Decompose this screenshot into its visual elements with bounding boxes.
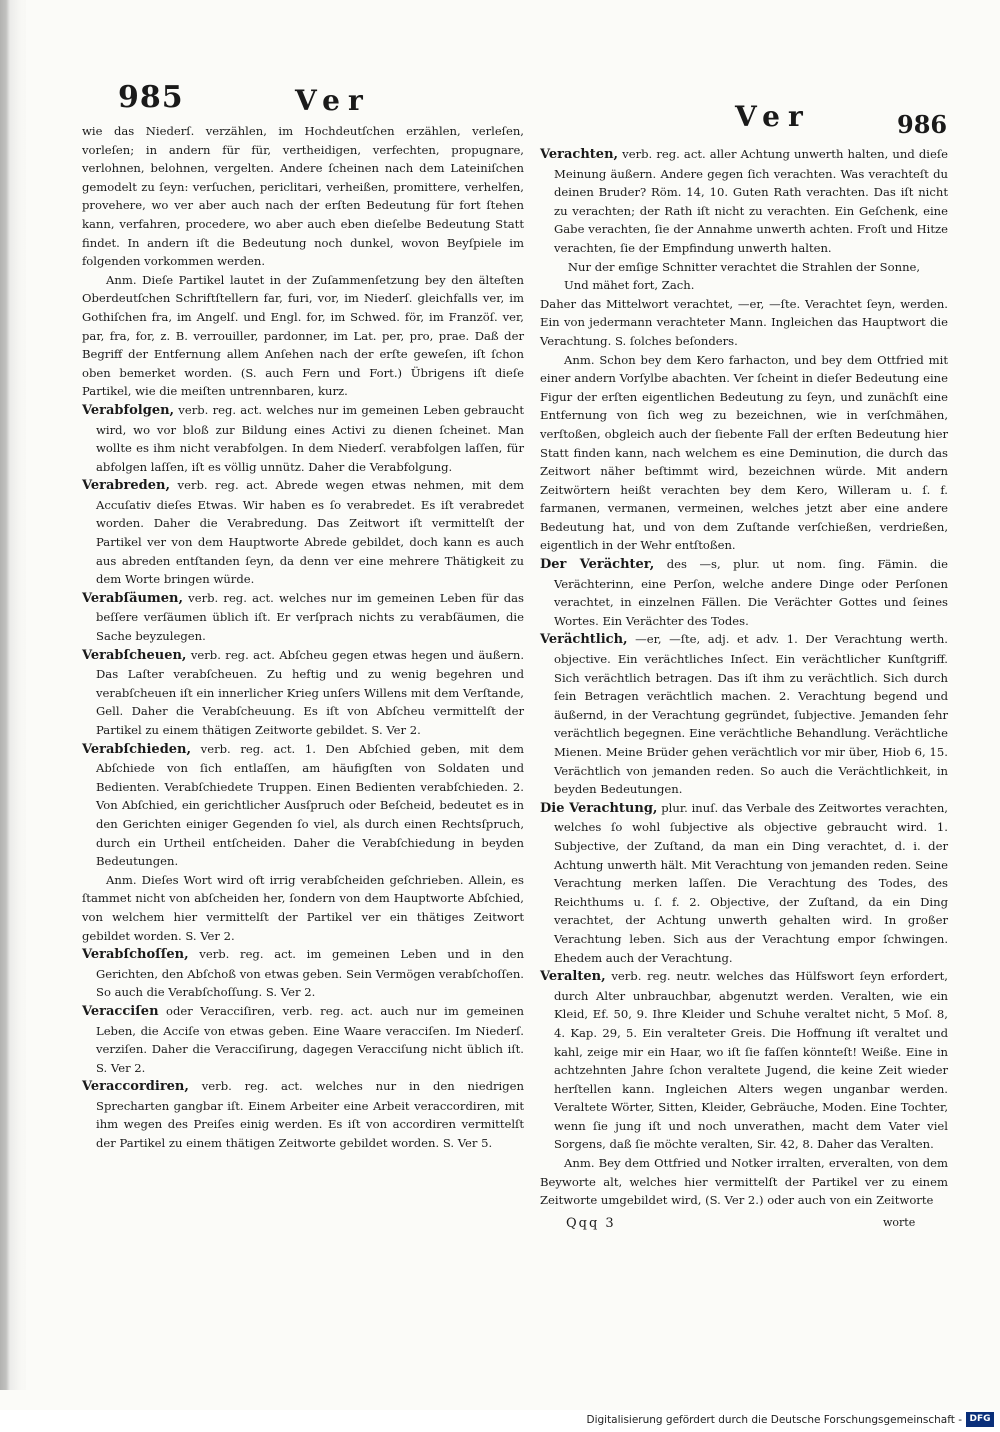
right-column bbox=[540, 145, 948, 1210]
entry-headword: Verächtlich, bbox=[540, 632, 628, 648]
dictionary-entry bbox=[540, 555, 948, 630]
left-column bbox=[82, 122, 524, 1153]
entry-paragraph bbox=[540, 351, 948, 556]
entry-headword: Verabſchieden, bbox=[82, 741, 192, 757]
entry-headword: Verabſcheuen, bbox=[82, 647, 187, 663]
entry-text: verb. reg. act. Abſcheu gegen etwas hegen und äußern. Das Laſter verabſcheuen. Zu heftig und zu wenig begehren und verabſcheuen iſt ein innerlicher Krieg unſers Willens mit dem Verſtande, Gell. Daher die Verabſcheuung. Es iſt von Abſcheu vermittelſt der Partikel zu einem thätigen Zeitworte gebildet. S. Ver 2. bbox=[96, 647, 524, 737]
entry-headword: Veralten, bbox=[540, 969, 606, 985]
entry-headword: Verabfolgen, bbox=[82, 402, 175, 418]
dictionary-entry bbox=[82, 1002, 524, 1077]
entry-text: verb. reg. act. welches nur im gemeinen Leben für das beſſere verſäumen üblich iſt. Er verſprach nichts zu verabſäumen, die Sache beyzulegen. bbox=[96, 590, 524, 644]
entry-text: plur. inuſ. das Verbale des Zeitwortes verachten, welches ſo wohl ſubjective als objective gebraucht wird. 1. Subjective, der Zuſtand, da man ein Ding verachtet, d. i. der Achtung unwerth hält. Mit Verachtung von jemanden reden. Seine Verachtung merken laſſen. Die Verachtung des Todes, des Reichthums u. ſ. f. 2. Objective, der Zuſtand, da ein Ding verachtet, der Achtung unwerth gehalten wird. In großer Verachtung leben. Sich aus der Verachtung empor ſchwingen. Ehedem auch der Verachtung. bbox=[554, 800, 948, 965]
dictionary-entry bbox=[540, 145, 948, 258]
entry-paragraph bbox=[540, 258, 948, 277]
entry-text: verb. reg. act. welches nur im gemeinen Leben gebraucht wird, wo vor bloß zur Bildung eines Activi zu dienen ſcheinet. Man wollte es ihm nicht verabfolgen. In dem Niederſ. verabfolgen laſſen, für abfolgen laſſen, iſt es völlig unnütz. Daher die Verabfolgung. bbox=[96, 402, 524, 474]
dictionary-entry bbox=[82, 646, 524, 740]
entry-text: Und mähet fort, Zach. bbox=[564, 278, 695, 293]
right-page-number: 986 bbox=[897, 110, 948, 139]
dictionary-entry bbox=[82, 589, 524, 646]
dictionary-entry bbox=[540, 630, 948, 798]
digitization-credit: Digitalisierung gefördert durch die Deutsche Forschungsgemeinschaft - bbox=[586, 1414, 962, 1426]
entry-text: verb. reg. act. Abrede wegen etwas nehmen, mit dem Accuſativ dieſes Etwas. Wir haben es ſo verabredet. Es iſt verabredet worden. Daher die Verabredung. Das Zeitwort iſt vermittelſt der Partikel ver von dem Hauptworte Abrede gebildet, doch kann es auch aus abreden entſtanden ſeyn, da denn ver eine mehrere Thätigkeit zu dem Worte bringen würde. bbox=[96, 478, 524, 587]
left-running-head: Ver bbox=[295, 84, 371, 117]
entry-paragraph bbox=[82, 271, 524, 401]
entry-paragraph bbox=[540, 276, 948, 295]
dictionary-entry bbox=[82, 945, 524, 1002]
entry-text: Anm. Bey dem Ottfried und Notker irralten, erveralten, von dem Beyworte alt, welches hier vermittelſt der Partikel ver zu einem Zeitworte umgebildet wird, (S. Ver 2.) oder auch von ein Zeitworte bbox=[540, 1156, 948, 1208]
book-spine-shadow bbox=[0, 0, 26, 1390]
right-running-head: Ver bbox=[735, 100, 811, 133]
dictionary-entry bbox=[82, 476, 524, 589]
entry-text: verb. reg. neutr. welches das Hülfswort ſeyn erfordert, durch Alter unbrauchbar, abgenutzt werden. Veralten, wie ein Kleid, Ef. 50, 9. Ihre Kleider und Schuhe veraltet nicht, 5 Moſ. 8, 4. Kap. 29, 5. Ein veralteter Greis. Die Hoffnung iſt veraltet und kahl, zeige mir ein Haar, wo iſt ſie faſſen könnteſt! Weiße. Eine in achtzehnten Jahre ſchon veraltete Jugend, die keine Zeit wieder herſtellen kann. Ingleichen Alters wegen unganbar werden. Veraltete Wörter, Sitten, Kleider, Gebräuche, Moden. Eine Tochter, wenn ſie jung iſt und noch unverathen, macht dem Vater viel Sorgens, daß ſie möchte veralten, Sir. 42, 8. Daher das Veralten. bbox=[554, 969, 948, 1152]
entry-text: Anm. Dieſes Wort wird oft irrig verabſcheiden geſchrieben. Allein, es ſtammet nicht von abſcheiden her, ſondern von dem Hauptworte Abſchied, von welchem hier vermittelſt der Partikel ver ein thätiges Zeitwort gebildet worden. S. Ver 2. bbox=[82, 872, 524, 943]
entry-text: des —s, plur. ut nom. ſing. Fämin. die Verächterinn, eine Perſon, welche andere Dinge oder Perſonen verachtet, in einzelnen Fällen. Die Verächter Gottes und ſeines Wortes. Ein Verächter des Todes. bbox=[554, 557, 948, 628]
dictionary-entry bbox=[540, 967, 948, 1154]
dictionary-entry bbox=[540, 799, 948, 967]
entry-text: Anm. Schon bey dem Kero farhacton, und bey dem Ottfried mit einer andern Vorſylbe abachten. Ver ſcheint in dieſer Bedeutung eine Figur der erſten eigentlichen Bedeutung zu ſeyn, und zunächſt eine Entfernung von ſich weg zu bezeichnen, wie in verſchmähen, verſtoßen, obgleich auch der ſiebente Fall der erſten Bedeutung hier Statt finden kann, nach welchem es eine Deminution, die durch das Zeitwort näher beſtimmt wird, bezeichnen würde. Mit andern Zeitwörtern heißt verachten bey dem Kero, Willeram u. ſ. f. farmanen, vermanen, vermeinen, welches jetzt aber eine andere Bedeutung hat, und von dem Zuſtande verſchießen, verdrießen, eigentlich in der Wehr entſtoßen. bbox=[540, 352, 948, 553]
entry-text: oder Veracciſiren, verb. reg. act. auch nur im gemeinen Leben, die Acciſe von etwas geben. Eine Waare veracciſen. Im Niederſ. verziſen. Daher die Veracciſirung, dagegen Veracciſung nicht üblich iſt. S. Ver 2. bbox=[96, 1003, 524, 1075]
entry-text: verb. reg. act. aller Achtung unwerth halten, und dieſe Meinung äußern. Andere gegen ſich verachten. Was verachteſt du deinen Bruder? Röm. 14, 10. Guten Rath verachten. Das iſt nicht zu verachten; der Rath iſt nicht zu verachten. Ein Geſchenk, eine Gabe verachten, ſie der Annahme unwerth achten. Froſt und Hitze verachten, ſie der Empfindung unwerth halten. bbox=[554, 147, 948, 255]
entry-text: Anm. Dieſe Partikel lautet in der Zuſammenſetzung bey den älteſten Oberdeutſchen Schriftſtellern far, furi, vor, im Niederſ. gleichfalls ver, im Gothiſchen fra, im Angelſ. und Engl. for, im Schwed. för, im Franzöſ. ver, par, fra, for, z. B. verrouiller, pardonner, im Lat. per, pro, prae. Daß der Begriff der Entfernung allem Anſehen nach der erſte geweſen, iſt ſchon oben bemerket worden. (S. auch Fern und Fort.) Übrigens iſt dieſe Partikel, wie die meiſten untrennbaren, kurz. bbox=[82, 272, 524, 399]
entry-headword: Veracciſen bbox=[82, 1003, 159, 1019]
entry-text: —er, —ſte, adj. et adv. 1. Der Verachtung werth. objective. Ein verächtliches Inſect. Ein verächtlicher Kunſtgriff. Sich verächtlich betragen. Das iſt ihm zu verächtlich. Sich durch ſein Betragen verächtlich machen. 2. Verachtung begend und äußernd, in der Verachtung gegründet, ſubjective. Jemanden ſehr verächtlich begegnen. Eine verächtliche Behandlung. Verächtliche Mienen. Meine Brüder gehen verächtlich vor mir über, Hiob 6, 15. Verächtlich von jemanden reden. So auch die Verächtlichkeit, in beyden Bedeutungen. bbox=[554, 632, 948, 797]
entry-paragraph bbox=[82, 871, 524, 945]
dictionary-entry bbox=[82, 740, 524, 871]
entry-headword: Verachten, bbox=[540, 147, 619, 162]
entry-text: verb. reg. act. 1. Den Abſchied geben, mit dem Abſchiede von ſich entlaſſen, am häufigſten von Soldaten und Bedienten. Verabſchiedete Truppen. Einen Bedienten verabſchieden. 2. Von Abſchied, ein gerichtlicher Ausſpruch oder Beſcheid, bedeutet es in den Gerichten einiger Gegenden ſo viel, als durch einen Rechtsſpruch, durch ein Urtheil entſcheiden. Daher die Verabſchiedung in beyden Bedeutungen. bbox=[96, 741, 524, 869]
entry-headword: Verabreden, bbox=[82, 478, 170, 494]
entry-headword: Die Verachtung, bbox=[540, 800, 658, 816]
entry-text: Nur der emſige Schnitter verachtet die Strahlen der Sonne, bbox=[567, 259, 921, 274]
entry-text: wie das Niederſ. verzählen, im Hochdeutſchen erzählen, verleſen, vorleſen; in andern für für, vertheidigen, verfechten, propugnare, verlohnen, belohnen, vergelten. Andere ſcheinen nach dem Lateiniſchen gemodelt zu ſeyn: verſuchen, periclitari, verheißen, promittere, verhelfen, provehere, wo ver aber auch nach der erſten Bedeutung für fort ſtehen kann, verfahren, procedere, wo aber auch eben dieſelbe Bedeutung Statt findet. In andern iſt die Bedeutung noch dunkel, wovon Beyſpiele im folgenden vorkommen werden. bbox=[82, 124, 524, 269]
entry-headword: Veraccordiren, bbox=[82, 1079, 189, 1095]
catchword: worte bbox=[883, 1216, 916, 1229]
dfg-logo-text: DFG bbox=[969, 1414, 991, 1424]
left-page-number: 985 bbox=[118, 80, 184, 115]
entry-paragraph bbox=[540, 1154, 948, 1210]
entry-text: Daher das Mittelwort verachtet, —er, —ſte. Verachtet ſeyn, werden. Ein von jedermann verachteter Mann. Ingleichen das Hauptwort die Verachtung. S. ſolches beſonders. bbox=[540, 296, 948, 348]
entry-paragraph bbox=[82, 122, 524, 271]
entry-text: verb. reg. act. im gemeinen Leben und in den Gerichten, den Abſchoß von etwas geben. Sein Vermögen verabſchoſſen. So auch die Verabſchoſſung. S. Ver 2. bbox=[96, 947, 524, 1000]
entry-headword: Verabſäumen, bbox=[82, 590, 183, 606]
dfg-logo-icon bbox=[966, 1412, 994, 1427]
dictionary-entry bbox=[82, 1077, 524, 1152]
printer-signature: Qqq 3 bbox=[566, 1216, 616, 1231]
entry-headword: Verabſchoſſen, bbox=[82, 947, 189, 963]
dictionary-entry bbox=[82, 401, 524, 476]
entry-paragraph bbox=[540, 295, 948, 351]
entry-text: verb. reg. act. welches nur in den niedrigen Sprecharten gangbar iſt. Einem Arbeiter eine Arbeit veraccordiren, mit ihm wegen des Preiſes einig werden. Es iſt von accordiren vermittelſt der Partikel zu einem thätigen Zeitworte gebildet worden. S. Ver 5. bbox=[96, 1079, 524, 1151]
entry-headword: Der Verächter, bbox=[540, 557, 655, 573]
